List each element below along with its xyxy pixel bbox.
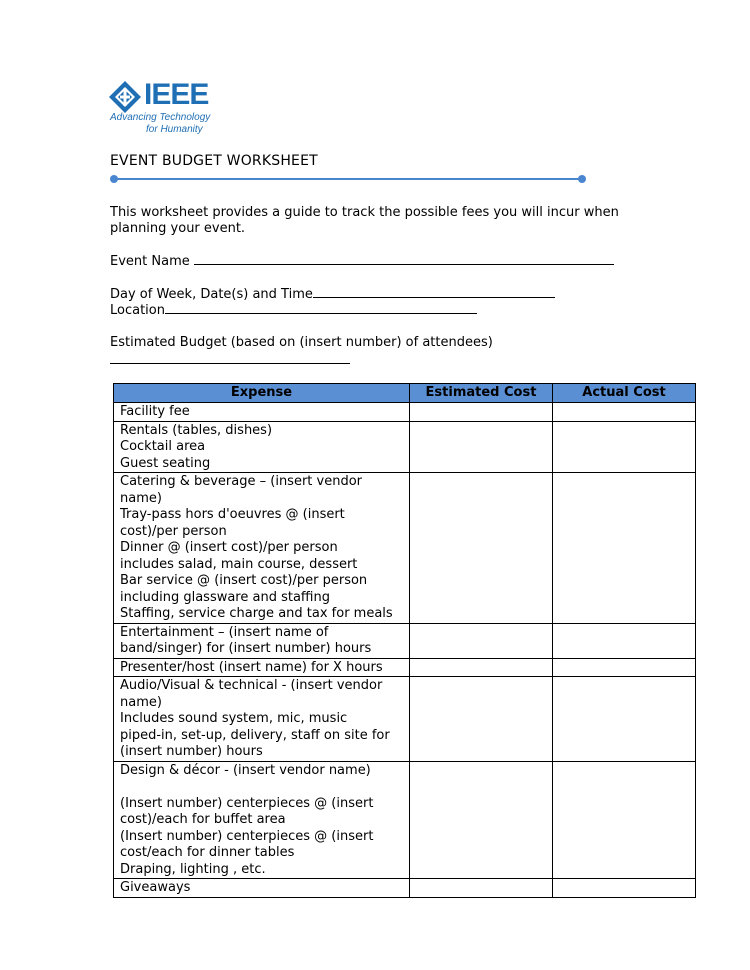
table-row <box>114 677 696 762</box>
expense-line: Presenter/host (insert name) for X hours <box>120 659 383 675</box>
expense-line: cost)/per person <box>120 523 227 539</box>
table-row <box>114 403 696 422</box>
expense-line <box>120 779 404 796</box>
estimated-cost-cell[interactable] <box>410 623 553 658</box>
expense-line: Staffing, service charge and tax for meals <box>120 606 393 621</box>
expense-cell <box>114 623 410 658</box>
date-time-field <box>110 286 555 303</box>
column-header-estimated-cost: Estimated Cost <box>410 384 553 403</box>
actual-cost-cell[interactable] <box>553 761 696 879</box>
table-row <box>114 879 696 898</box>
location-field <box>110 302 477 319</box>
logo-wordmark: IEEE <box>144 78 209 111</box>
expense-cell <box>114 473 410 624</box>
location-label: Location <box>110 303 165 318</box>
table-header-row <box>114 384 696 403</box>
actual-cost-cell[interactable] <box>553 879 696 898</box>
table-row <box>114 658 696 677</box>
table-row <box>114 623 696 658</box>
expense-line: Giveaways <box>120 880 191 895</box>
estimated-budget-label: Estimated Budget (based on (insert number) of attendees) <box>110 335 493 350</box>
expense-line: Catering & beverage – (insert vendor <box>120 474 363 489</box>
actual-cost-cell[interactable] <box>553 658 696 677</box>
expense-cell <box>114 677 410 762</box>
table-row <box>114 761 696 879</box>
actual-cost-cell[interactable] <box>553 623 696 658</box>
expense-line: Design & décor - (insert vendor name) <box>120 762 371 778</box>
estimated-cost-cell[interactable] <box>410 473 553 624</box>
logo-tagline <box>110 112 220 136</box>
estimated-cost-cell[interactable] <box>410 879 553 898</box>
actual-cost-cell[interactable] <box>553 403 696 422</box>
table-body <box>114 403 696 898</box>
expense-line: Bar service @ (insert cost)/per person <box>120 573 368 588</box>
expense-line: Tray-pass hors d'oeuvres @ (insert <box>120 507 345 522</box>
title-divider <box>110 174 586 184</box>
expense-line: Rentals (tables, dishes) <box>120 422 273 438</box>
event-name-field <box>110 253 614 270</box>
actual-cost-cell[interactable] <box>553 421 696 473</box>
logo-tagline-line-2: for Humanity <box>146 124 203 135</box>
estimated-cost-cell[interactable] <box>410 658 553 677</box>
expense-line: band/singer) for (insert number) hours <box>120 641 372 656</box>
expense-table <box>113 383 696 898</box>
table-row <box>114 421 696 473</box>
column-header-actual-cost: Actual Cost <box>553 384 696 403</box>
expense-cell <box>114 879 410 898</box>
estimated-cost-cell[interactable] <box>410 677 553 762</box>
expense-cell <box>114 658 410 677</box>
expense-line: Audio/Visual & technical - (insert vendor <box>120 678 383 693</box>
estimated-cost-cell[interactable] <box>410 403 553 422</box>
location-blank[interactable] <box>165 302 477 314</box>
expense-line: Cocktail area <box>120 439 206 454</box>
actual-cost-cell[interactable] <box>553 677 696 762</box>
estimated-budget-blank[interactable] <box>110 352 350 364</box>
expense-cell <box>114 403 410 422</box>
actual-cost-cell[interactable] <box>553 473 696 624</box>
estimated-cost-cell[interactable] <box>410 421 553 473</box>
estimated-cost-cell[interactable] <box>410 761 553 879</box>
event-name-blank[interactable] <box>194 253 614 265</box>
expense-line: Includes sound system, mic, music <box>120 711 348 726</box>
expense-line: (Insert number) centerpieces @ (insert <box>120 795 374 811</box>
page-title: EVENT BUDGET WORKSHEET <box>110 153 318 169</box>
expense-cell <box>114 421 410 473</box>
expense-cell <box>114 761 410 879</box>
expense-line: Dinner @ (insert cost)/per person <box>120 540 338 555</box>
estimated-budget-field <box>110 335 493 351</box>
expense-line: Entertainment – (insert name of <box>120 624 329 640</box>
table-row <box>114 473 696 624</box>
ieee-diamond-icon <box>108 80 142 114</box>
logo-tagline-line-1: Advancing Technology <box>110 112 211 123</box>
expense-line: name) <box>120 490 162 506</box>
expense-line: Guest seating <box>120 455 211 471</box>
expense-line: name) <box>120 694 162 710</box>
expense-line: Draping, lighting , etc. <box>120 861 266 877</box>
event-name-label: Event Name <box>110 254 190 269</box>
estimated-budget-blank-row <box>110 352 350 369</box>
expense-line: Facility fee <box>120 404 190 419</box>
date-time-blank[interactable] <box>313 286 555 298</box>
expense-line: cost/each for dinner tables <box>120 845 295 860</box>
expense-line: including glassware and staffing <box>120 589 330 605</box>
date-time-label: Day of Week, Date(s) and Time <box>110 287 313 302</box>
intro-paragraph: This worksheet provides a guide to track the possible fees you will incur when planning your event. <box>110 205 619 236</box>
ieee-logo <box>108 80 218 138</box>
column-header-expense: Expense <box>114 384 410 403</box>
expense-line: includes salad, main course, dessert <box>120 556 358 572</box>
expense-line: cost)/each for buffet area <box>120 812 286 827</box>
expense-line: (insert number) hours <box>120 744 263 759</box>
expense-line: (Insert number) centerpieces @ (insert <box>120 828 374 844</box>
expense-line: piped-in, set-up, delivery, staff on site for <box>120 727 390 743</box>
